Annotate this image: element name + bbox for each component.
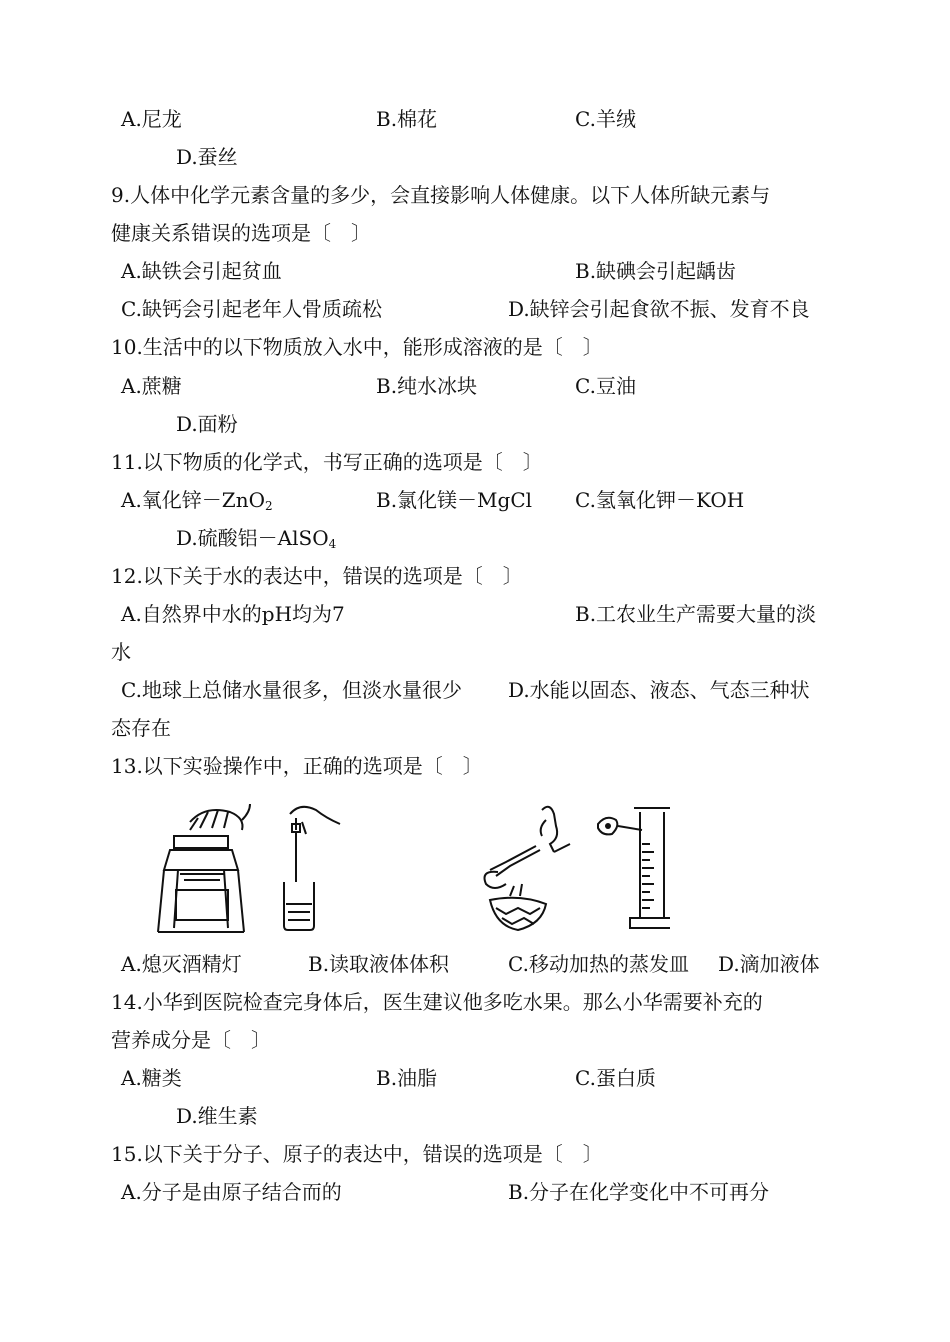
q15-option-a: A.分子是由原子结合而的 [121, 1180, 342, 1204]
q14-option-a: A.糖类 [121, 1066, 182, 1090]
q12-stem: 12.以下关于水的表达中，错误的选项是〔 〕 [111, 564, 523, 588]
q11-option-a-text: A.氧化锌－ZnO [121, 488, 265, 512]
q11-option-d [176, 519, 336, 557]
q13-option-b: B.读取液体体积 [308, 952, 450, 976]
q13-lab-figure [150, 800, 670, 940]
q14-option-c: C.蛋白质 [575, 1066, 656, 1090]
q10-option-a: A.蔗糖 [121, 374, 182, 398]
q9-option-d: D.缺锌会引起食欲不振、发育不良 [508, 297, 810, 321]
q12-option-b-line1: B.工农业生产需要大量的淡 [575, 602, 817, 626]
q10-option-d: D.面粉 [176, 412, 238, 436]
graduated-cylinder-illustration [598, 808, 670, 928]
q11-option-a-subscript: 2 [264, 499, 273, 513]
q9-stem-line1: 9.人体中化学元素含量的多少，会直接影响人体健康。以下人体所缺元素与 [111, 183, 771, 207]
q11-option-d-text: D.硫酸铝－AlSO [176, 526, 329, 550]
q14-option-d: D.维生素 [176, 1104, 258, 1128]
q9-option-b: B.缺碘会引起龋齿 [575, 259, 737, 283]
q11-option-d-subscript: 4 [328, 537, 337, 551]
q15-option-b: B.分子在化学变化中不可再分 [508, 1180, 770, 1204]
q9-option-a: A.缺铁会引起贫血 [121, 259, 282, 283]
q14-option-b: B.油脂 [376, 1066, 438, 1090]
q12-option-b-line2: 水 [111, 640, 131, 664]
q13-option-d: D.滴加液体 [718, 952, 820, 976]
q11-stem: 11.以下物质的化学式，书写正确的选项是〔 〕 [111, 450, 543, 474]
q10-stem: 10.生活中的以下物质放入水中，能形成溶液的是〔 〕 [111, 335, 603, 359]
q11-option-a [121, 481, 273, 519]
q9-stem-line2: 健康关系错误的选项是〔 〕 [111, 221, 371, 245]
q8-option-c: C.羊绒 [575, 107, 636, 131]
q12-option-d-line1: D.水能以固态、液态、气态三种状 [508, 678, 810, 702]
q14-stem-line1: 14.小华到医院检查完身体后，医生建议他多吃水果。那么小华需要补充的 [111, 990, 763, 1014]
q12-option-d-line2: 态存在 [111, 716, 171, 740]
q8-option-d: D.蚕丝 [176, 145, 238, 169]
q8-option-a: A.尼龙 [121, 107, 182, 131]
q13-stem: 13.以下实验操作中，正确的选项是〔 〕 [111, 754, 483, 778]
q10-option-b: B.纯水冰块 [376, 374, 478, 398]
q15-stem: 15.以下关于分子、原子的表达中，错误的选项是〔 〕 [111, 1142, 603, 1166]
q11-option-b: B.氯化镁－MgCl [376, 488, 533, 512]
q14-stem-line2: 营养成分是〔 〕 [111, 1028, 271, 1052]
q13-option-a: A.熄灭酒精灯 [121, 952, 242, 976]
q12-option-c: C.地球上总储水量很多，但淡水量很少 [121, 678, 462, 702]
q10-option-c: C.豆油 [575, 374, 636, 398]
q13-option-c: C.移动加热的蒸发皿 [508, 952, 689, 976]
q11-option-c: C.氢氧化钾－KOH [575, 488, 745, 512]
dropper-beaker-illustration [284, 807, 340, 930]
alcohol-lamp-illustration [158, 804, 250, 932]
q12-option-a: A.自然界中水的pH均为7 [121, 602, 345, 626]
q8-option-b: B.棉花 [376, 107, 438, 131]
q9-option-c: C.缺钙会引起老年人骨质疏松 [121, 297, 382, 321]
evaporating-dish-illustration [485, 807, 571, 930]
